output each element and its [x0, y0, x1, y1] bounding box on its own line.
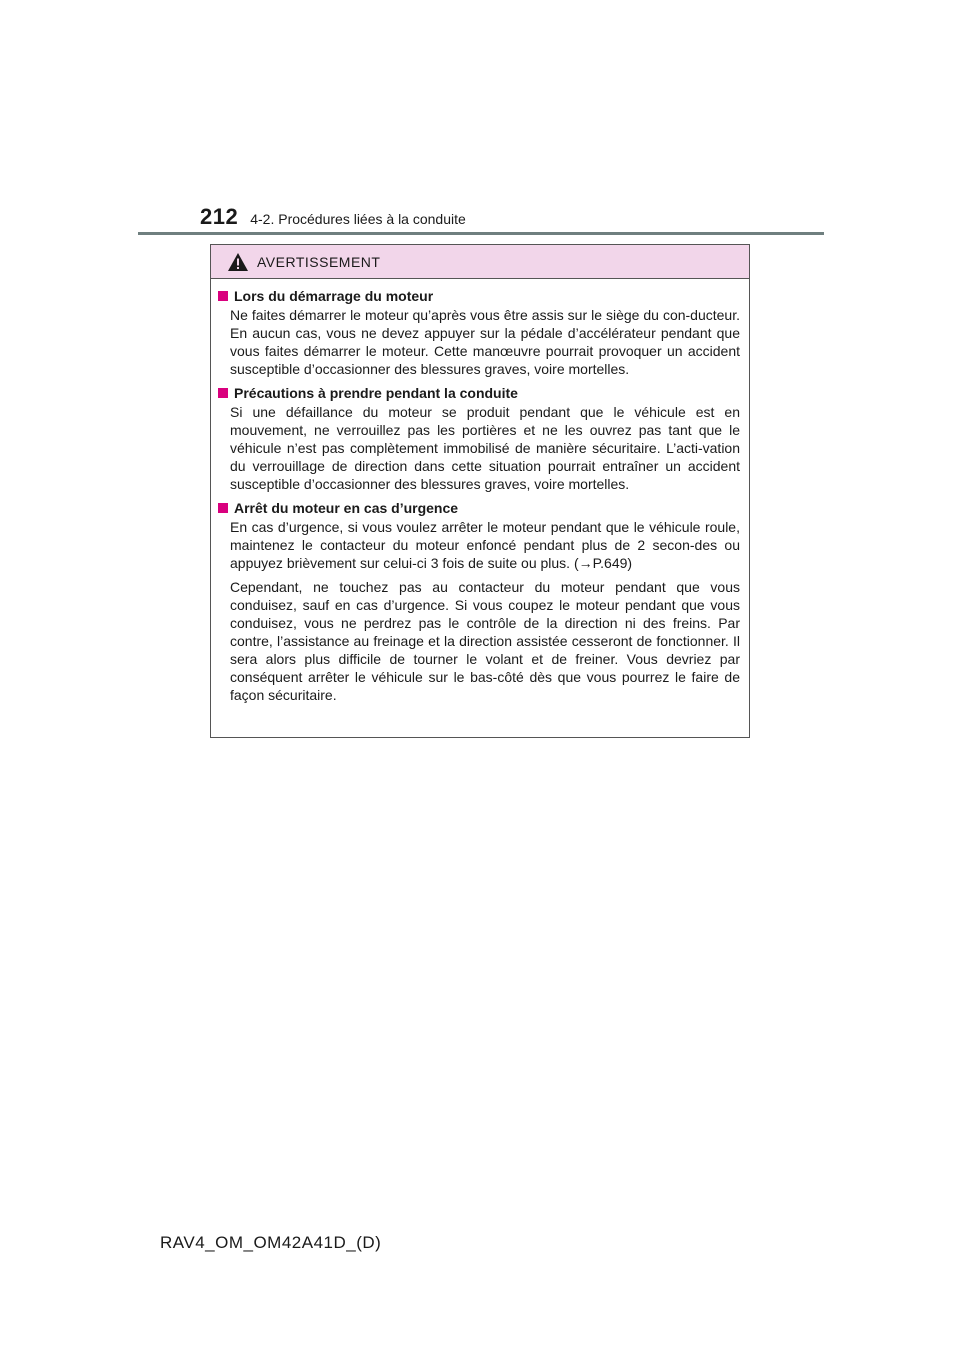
item-paragraph: Si une défaillance du moteur se produit pendant que le véhicule est en mouvement, ne verrouillez pas les portières et ne les ouvrez pas tant que le véhicule n’est pas complètement immobilisé de manière sécuritaire. L’acti-vation du verrouillage de direction dans cette situation pourrait entraîner un accident susceptible d’occasionner des blessures graves, voire mortelles.: [230, 404, 740, 492]
doc-code: RAV4_OM_OM42A41D_(D): [160, 1233, 382, 1252]
item-paragraph: En cas d’urgence, si vous voulez arrêter le moteur pendant que le véhicule roule, maintenez le contacteur du moteur enfoncé pendant plus de 2 secon-des ou appuyez brièvement sur celui-ci 3 fois de suite ou plus. (→P.649): [230, 519, 740, 571]
square-bullet-icon: [218, 291, 228, 301]
warning-box: [210, 244, 750, 738]
header-rule: [138, 232, 824, 235]
warning-triangle-icon: [227, 252, 249, 272]
item-paragraph: Cependant, ne touchez pas au contacteur du moteur pendant que vous conduisez, sauf en cas d’urgence. Si vous coupez le moteur pendant que vous conduisez, vous ne perdrez pas le contrôle de la direction ni des freins. Par contre, l’assistance au freinage et la direction assistée cesseront de fonctionner. Il sera alors plus difficile de tourner le volant et de freiner. Vous devriez par conséquent arrêter le véhicule sur le bas-côté dès que vous pourrez le faire de façon sécuritaire.: [230, 579, 740, 703]
page-number: 212: [200, 204, 239, 229]
item-heading-text: Précautions à prendre pendant la conduite: [234, 385, 518, 401]
warning-item-start: [218, 287, 740, 378]
warning-item-emergency: [218, 499, 740, 704]
warning-item-driving: [218, 384, 740, 493]
warning-header: [211, 245, 749, 279]
item-heading-text: Arrêt du moteur en cas d’urgence: [234, 500, 459, 516]
square-bullet-icon: [218, 503, 228, 513]
square-bullet-icon: [218, 388, 228, 398]
item-heading: [218, 287, 740, 305]
item-heading: [218, 499, 740, 517]
page-header: [200, 204, 466, 230]
warning-title: AVERTISSEMENT: [257, 253, 381, 270]
section-title: 4-2. Procédures liées à la conduite: [250, 211, 466, 227]
warning-body: [211, 279, 749, 704]
item-heading: [218, 384, 740, 402]
item-heading-text: Lors du démarrage du moteur: [234, 288, 434, 304]
item-paragraph: Ne faites démarrer le moteur qu’après vous être assis sur le siège du con-ducteur. En aucun cas, vous ne devez appuyer sur la pédale d’accélérateur pendant que vous faites démarrer le moteur. Cette manœuvre pourrait provoquer un accident susceptible d’occasionner des blessures graves, voire mortelles.: [230, 307, 740, 377]
